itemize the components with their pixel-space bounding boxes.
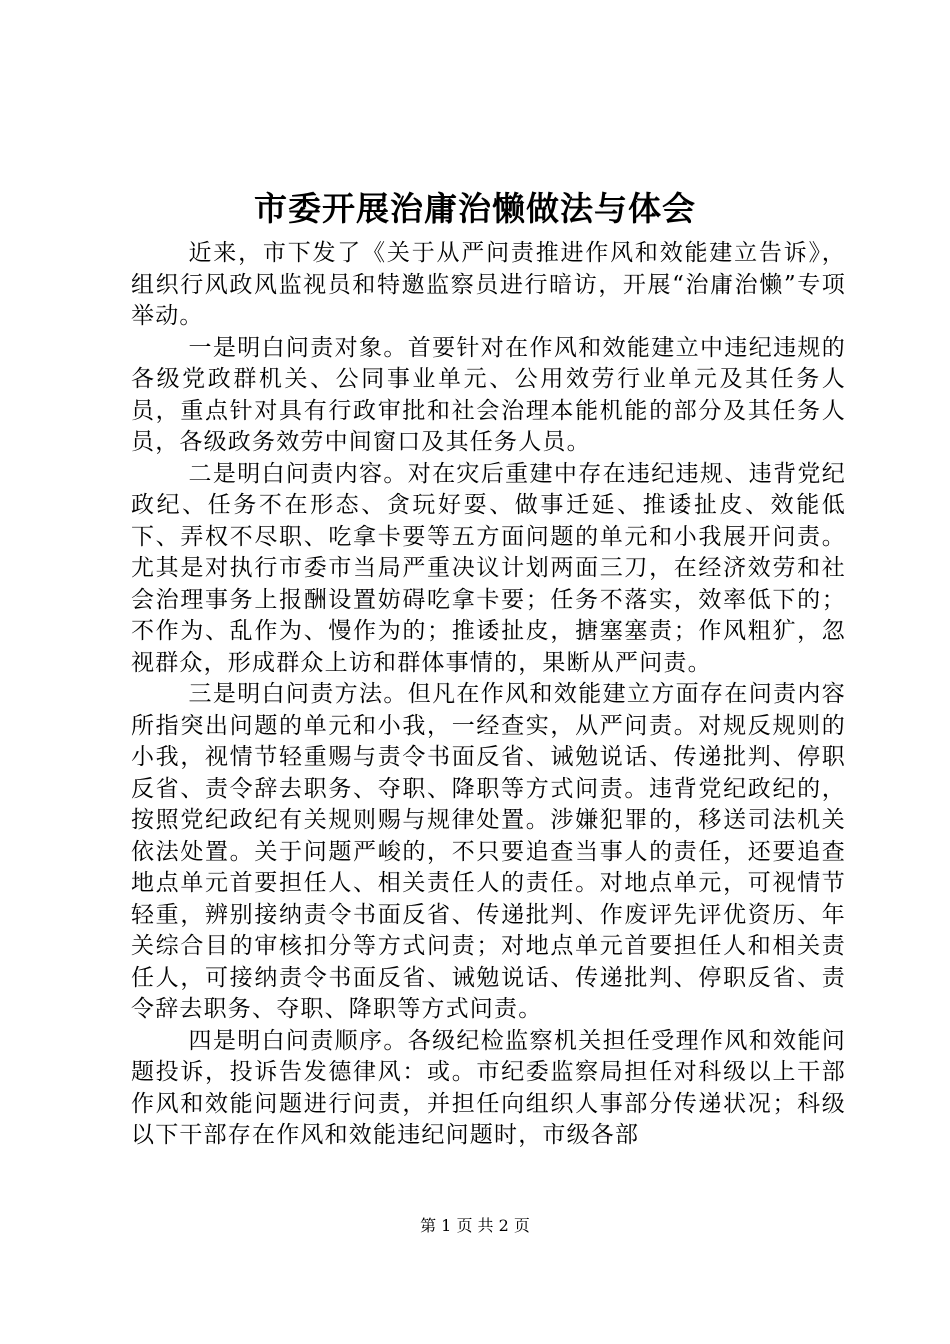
paragraph-accountability-methods: 三是明白问责方法。但凡在作风和效能建立方面存在问责内容所指突出问题的单元和小我，一经查实，从严问责。对规反规则的小我，视情节轻重赐与责令书面反省、诫勉说话、传递批判、停职反省、责令辞去职务、夺职、降职等方式问责。违背党纪政纪的，按照党纪政纪有关规则赐与规律处置。涉嫌犯罪的，移送司法机关依法处置。关于问题严峻的，不只要追查当事人的责任，还要追查地点单元首要担任人、相关责任人的责任。对地点单元，可视情节轻重，辨别接纳责令书面反省、传递批判、作废评先评优资历、年关综合目的审核扣分等方式问责；对地点单元首要担任人和相关责任人，可接纳责令书面反省、诫勉说话、传递批判、停职反省、责令辞去职务、夺职、降职等方式问责。 [131,681,846,1022]
paragraph-intro: 近来，市下发了《关于从严问责推进作风和效能建立告诉》，组织行风政风监视员和特邀监察员进行暗访，开展“治庸治懒”专项举动。 [131,240,846,329]
document-title: 市委开展治庸治懒做法与体会 [254,189,696,228]
paragraph-accountability-targets: 一是明白问责对象。首要针对在作风和效能建立中违纪违规的各级党政群机关、公同事业单元、公用效劳行业单元及其任务人员，重点针对具有行政审批和社会治理本能机能的部分及其任务人员，各级政务效劳中间窗口及其任务人员。 [131,334,846,455]
page-indicator: 第 1 页 共 2 页 [420,1216,530,1235]
document-body [131,238,846,1152]
paragraph-accountability-content: 二是明白问责内容。对在灾后重建中存在违纪违规、违背党纪政纪、任务不在形态、贪玩好耍、做事迁延、推诿扯皮、效能低下、弄权不尽职、吃拿卡要等五方面问题的单元和小我展开问责。尤其是对执行市委市当局严重决议计划两面三刀，在经济效劳和社会治理事务上报酬设置妨碍吃拿卡要；任务不落实，效率低下的；不作为、乱作为、慢作为的；推诿扯皮，搪塞塞责；作风粗犷，忽视群众，形成群众上访和群体事情的，果断从严问责。 [131,460,846,676]
paragraph-accountability-procedure: 四是明白问责顺序。各级纪检监察机关担任受理作风和效能问题投诉，投诉告发德律风：或。市纪委监察局担任对科级以上干部作风和效能问题进行问责，并担任向组织人事部分传递状况；科级以下干部存在作风和效能违纪问题时，市级各部 [131,1027,846,1148]
